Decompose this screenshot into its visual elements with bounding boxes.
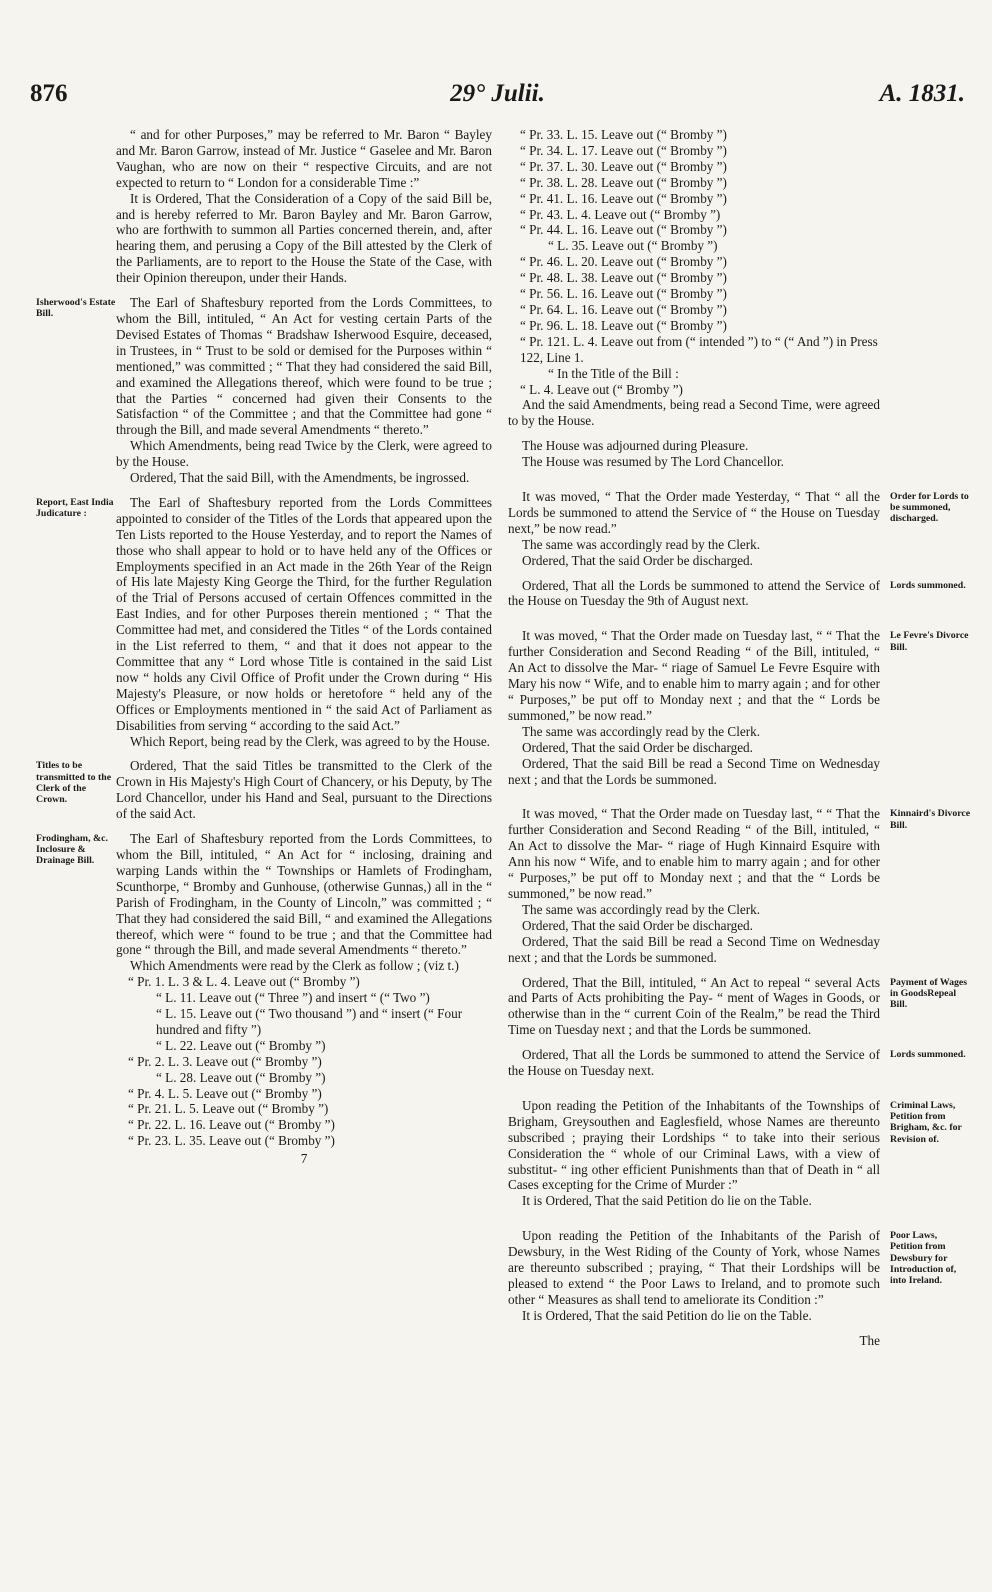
paragraph: Which Report, being read by the Clerk, was agreed to by the House.	[130, 733, 490, 749]
isherwood-section	[36, 295, 492, 486]
paragraph: The Earl of Shaftesbury reported from the Lords Committees, to whom the Bill, intituled, “ An Act for vesting certain Parts of the Devised Estates of Thomas “ Bradshaw Isherwood Esquire, deceased, in Trustees, in “ Trust to be sold or demised for the Purposes within “ mentioned,” was committed ; “ That they had considered the said Bill, and examined the Allegations thereof, which were found to be true ; that the Parties “ concerned had given their Consents to the Satisfaction “ of the Committee ; and that the Committee had gone “ through the Bill, and made several Amendments “ thereto.”	[116, 295, 492, 438]
margin-note: Isherwood's Estate Bill.	[36, 297, 116, 320]
amendment-line: “ In the Title of the Bill :	[548, 365, 679, 381]
amendment-line: “ L. 22. Leave out (“ Bromby ”)	[156, 1037, 326, 1053]
amendment-line: “ Pr. 64. L. 16. Leave out (“ Bromby ”)	[520, 301, 727, 317]
margin-note: Titles to be transmitted to the Clerk of the Crown.	[36, 760, 112, 806]
paragraph: The House was adjourned during Pleasure.	[522, 438, 749, 454]
paragraph: Ordered, That the said Order be discharged.	[522, 739, 753, 755]
lords-summoned-section	[508, 577, 966, 610]
margin-note: Payment of Wages in GoodsRepeal Bill.	[890, 976, 968, 1010]
frodingham-section	[36, 831, 492, 1167]
paragraph: Upon reading the Petition of the Inhabitants of the Parish of Dewsbury, in the West Riding of the County of York, whose Names are thereunto subscribed ; praying, “ That their Lordships will be pleased to extend “ the Poor Laws to Ireland, and to promote such other “ Measures as shall tend to ameliorate its Condition :”	[508, 1228, 880, 1307]
amendment-line: “ Pr. 44. L. 16. Leave out (“ Bromby ”)	[520, 222, 727, 238]
adjournment-section	[508, 438, 880, 470]
paragraph: “ and for other Purposes,” may be referred to Mr. Baron “ Bayley and Mr. Baron Garrow, instead of Mr. Justice “ Gaselee and Mr. Baron Vaughan, who are now on their “ respective Circuits, and are not expected to return to “ London for a considerable Time :”	[116, 127, 492, 190]
paragraph: Ordered, That the said Order be discharged.	[522, 917, 753, 933]
amendment-line: “ Pr. 4. L. 5. Leave out (“ Bromby ”)	[128, 1085, 322, 1101]
paragraph: Ordered, That the said Bill, with the Amendments, be ingrossed.	[130, 470, 470, 486]
poor-laws-section	[508, 1228, 957, 1323]
paragraph: Ordered, That all the Lords be summoned to attend the Service of the House on Tuesday next.	[508, 1047, 880, 1079]
amendment-line: “ Pr. 46. L. 20. Leave out (“ Bromby ”)	[520, 254, 727, 270]
margin-note: Frodingham, &c. Inclosure & Drainage Bill.	[36, 833, 108, 867]
titles-section	[36, 758, 492, 822]
paragraph: The same was accordingly read by the Clerk.	[522, 901, 761, 917]
paragraph: Upon reading the Petition of the Inhabitants of the Townships of Brigham, Greysouthen and Eaglesfield, whose Names are thereunto subscribed ; praying their Lordships “ to take into their serious Consideration the “ whole of our Criminal Laws, with a view of substitut- “ ing other efficient Punishments than that of Death in “ all Cases excepting for the Crime of Murder :”	[508, 1097, 880, 1193]
paragraph: The House was resumed by The Lord Chancellor.	[522, 454, 784, 470]
paragraph: Ordered, That the said Titles be transmitted to the Clerk of the Crown in His Majesty's High Court of Chancery, or his Deputy, by The Lord Chancellor, under his Hand and Seal, pursuant to the Directions of the said Act.	[116, 758, 492, 822]
east-india-section	[36, 494, 492, 750]
margin-note: Criminal Laws, Petition from Brigham, &c. for Revision of.	[890, 1099, 962, 1145]
page-number: 876	[30, 80, 68, 107]
amendment-line: “ Pr. 2. L. 3. Leave out (“ Bromby ”)	[128, 1053, 322, 1069]
wages-section	[508, 974, 968, 1039]
paragraph: It is Ordered, That the said Petition do lie on the Table.	[522, 1193, 812, 1209]
paragraph: The same was accordingly read by the Clerk.	[522, 536, 761, 552]
margin-note: Report, East India Judicature :	[36, 496, 114, 520]
paragraph: Ordered, That the said Bill be read a Second Time on Wednesday next ; and that the Lords be summoned.	[508, 755, 880, 787]
margin-note: Poor Laws, Petition from Dewsbury for Introduction of, into Ireland.	[890, 1230, 957, 1287]
page-header	[30, 80, 965, 114]
amendment-line: “ L. 28. Leave out (“ Bromby ”)	[156, 1069, 326, 1085]
amendment-line: “ L. 4. Leave out (“ Bromby ”)	[520, 381, 683, 397]
amendment-line: “ Pr. 56. L. 16. Leave out (“ Bromby ”)	[520, 286, 727, 302]
margin-note: Lords summoned.	[890, 1049, 966, 1061]
amendment-line: “ L. 35. Leave out (“ Bromby ”)	[548, 238, 718, 254]
page-year: A. 1831.	[879, 80, 965, 107]
amendment-line: “ Pr. 38. L. 28. Leave out (“ Bromby ”)	[520, 174, 727, 190]
amendment-line: “ L. 15. Leave out (“ Two thousand ”) and “ insert (“ Four hundred and fifty ”)	[156, 1006, 463, 1037]
paragraph: Ordered, That the said Bill be read a Second Time on Wednesday next ; and that the Lords be summoned.	[508, 933, 880, 965]
amendments-continued	[508, 127, 880, 429]
amendment-line: “ Pr. 22. L. 16. Leave out (“ Bromby ”)	[128, 1117, 335, 1133]
paragraph: It was moved, “ That the Order made on Tuesday last, “ “ That the further Consideration and Second Reading “ of the Bill, intituled, “ An Act to dissolve the Mar- “ riage of Samuel Le Fevre Esquire with Mary his now “ Wife, and to enable him to marry again ; and for other “ Purposes,” be put off to Monday next ; and that the “ Lords be summoned,” be now read.”	[508, 628, 880, 723]
paragraph: The same was accordingly read by the Clerk.	[522, 723, 761, 739]
paragraph: Ordered, That the said Order be discharged.	[522, 552, 753, 568]
paragraph: The Earl of Shaftesbury reported from the Lords Committees appointed to consider of the Titles of the Lords that appeared upon the Ten Lists reported to the House Yesterday, and to report the Names of those who shall appear to hold or to have held any of the Offices or Employments specified in an Act made in the 26th Year of the Reign of His late Majesty King George the Third, for the further Regulation of the Trial of Persons accused of certain Offences committed in the East Indies, and for other Purposes therein mentioned ; “ That the Committee had met, and considered the Titles “ of the Lords contained in the List referred to them, “ and that it does not appear to the Committee that any “ Lord whose Title is contained in the said List now “ holds any Civil Office of Profit under the Crown during “ His Majesty's Pleasure, or now holds or heretofore “ held any of the Offices or Employments mentioned in “ the said Act of Parliament as Disabilities from serving “ according to the said Act.”	[116, 494, 492, 733]
amendment-line: “ Pr. 41. L. 16. Leave out (“ Bromby ”)	[520, 190, 727, 206]
paragraph: It is Ordered, That the Consideration of a Copy of the said Bill be, and is hereby referred to Mr. Baron Bayley and Mr. Baron Garrow, who are forthwith to summon all Parties concerned therein, and, after hearing them, and perusing a Copy of the Bill attested by the Clerk of the Parliaments, are to report to the House the State of the Case, with their Opinion thereupon, under their Hands.	[116, 190, 492, 286]
paragraph: Ordered, That all the Lords be summoned to attend the Service of the House on Tuesday the 9th of August next.	[508, 577, 880, 609]
paragraph: And the said Amendments, being read a Second Time, were agreed to by the House.	[508, 397, 880, 429]
paragraph: Which Amendments were read by the Clerk as follow ; (viz t.)	[130, 958, 459, 974]
amendment-line: “ L. 11. Leave out (“ Three ”) and insert “ (“ Two ”)	[156, 990, 430, 1006]
left-column	[36, 127, 492, 1176]
amendment-line: “ Pr. 34. L. 17. Leave out (“ Bromby ”)	[520, 142, 727, 158]
order-lords-section	[508, 489, 969, 569]
amendment-line: “ Pr. 37. L. 30. Leave out (“ Bromby ”)	[520, 158, 727, 174]
margin-note: Le Fevre's Divorce Bill.	[890, 630, 969, 653]
amendment-line: “ Pr. 21. L. 5. Leave out (“ Bromby ”)	[128, 1101, 329, 1117]
kinnaird-section	[508, 806, 971, 965]
criminal-laws-section	[508, 1097, 962, 1209]
catchword: The	[859, 1332, 880, 1348]
intro-section	[116, 127, 492, 286]
margin-note: Lords summoned.	[890, 579, 966, 591]
amendment-line: “ Pr. 48. L. 38. Leave out (“ Bromby ”)	[520, 270, 727, 286]
amendment-line: “ Pr. 23. L. 35. Leave out (“ Bromby ”)	[128, 1133, 335, 1149]
right-column	[508, 127, 971, 1349]
margin-note: Kinnaird's Divorce Bill.	[890, 808, 971, 831]
lords-summoned-section	[508, 1047, 966, 1079]
paragraph: The Earl of Shaftesbury reported from the Lords Committees, to whom the Bill, intituled, “ An Act for “ inclosing, draining and warping Lands within the “ Townships or Hamlets of Frodingham, Scunthorpe, “ Bromby and Gunhouse, (otherwise Gunnas,) all in the “ Parish of Frodingham, in the County of Lincoln,” was committed ; “ That they had considered the said Bill, “ and examined the Allegations thereof, which were “ found to be true ; and that the Committee had gone “ through the Bill, and made several Amendments “ thereto.”	[116, 831, 492, 958]
amendment-line: “ Pr. 33. L. 15. Leave out (“ Bromby ”)	[520, 127, 727, 142]
page-date: 29° Julii.	[450, 80, 545, 107]
amendment-line: “ Pr. 121. L. 4. Leave out from (“ intended ”) to “ (“ And ”) in Press 122, Line 1.	[520, 333, 878, 365]
amendment-line: “ Pr. 96. L. 18. Leave out (“ Bromby ”)	[520, 317, 727, 333]
paragraph: Which Amendments, being read Twice by the Clerk, were agreed to by the House.	[116, 438, 492, 470]
signature-mark: 7	[300, 1151, 308, 1167]
le-fevre-section	[508, 628, 969, 787]
paragraph: It is Ordered, That the said Petition do lie on the Table.	[522, 1307, 812, 1323]
paragraph: It was moved, “ That the Order made Yesterday, “ That “ all the Lords be summoned to attend the Service of “ the House on Tuesday next,” be now read.”	[508, 489, 880, 536]
paragraph: It was moved, “ That the Order made on Tuesday last, “ “ That the further Consideration and Second Reading “ of the Bill, intituled, “ An Act to dissolve the Mar- “ riage of Hugh Kinnaird Esquire with Ann his now “ Wife, and to enable him to marry again ; and for other “ Purposes,” be put off to Monday next ; and that the “ Lords be summoned,” be now read.”	[508, 806, 880, 901]
amendment-line: “ Pr. 1. L. 3 & L. 4. Leave out (“ Bromby ”)	[128, 974, 360, 990]
paragraph: Ordered, That the Bill, intituled, “ An Act to repeal “ several Acts and Parts of Acts prohibiting the Pay- “ ment of Wages in Goods, or otherwise than in the “ current Coin of the Realm,” be read the Third Time on Tuesday next ; and that the Lords be summoned.	[508, 974, 880, 1038]
amendment-line: “ Pr. 43. L. 4. Leave out (“ Bromby ”)	[520, 206, 721, 222]
margin-note: Order for Lords to be summoned, discharged.	[890, 491, 969, 525]
